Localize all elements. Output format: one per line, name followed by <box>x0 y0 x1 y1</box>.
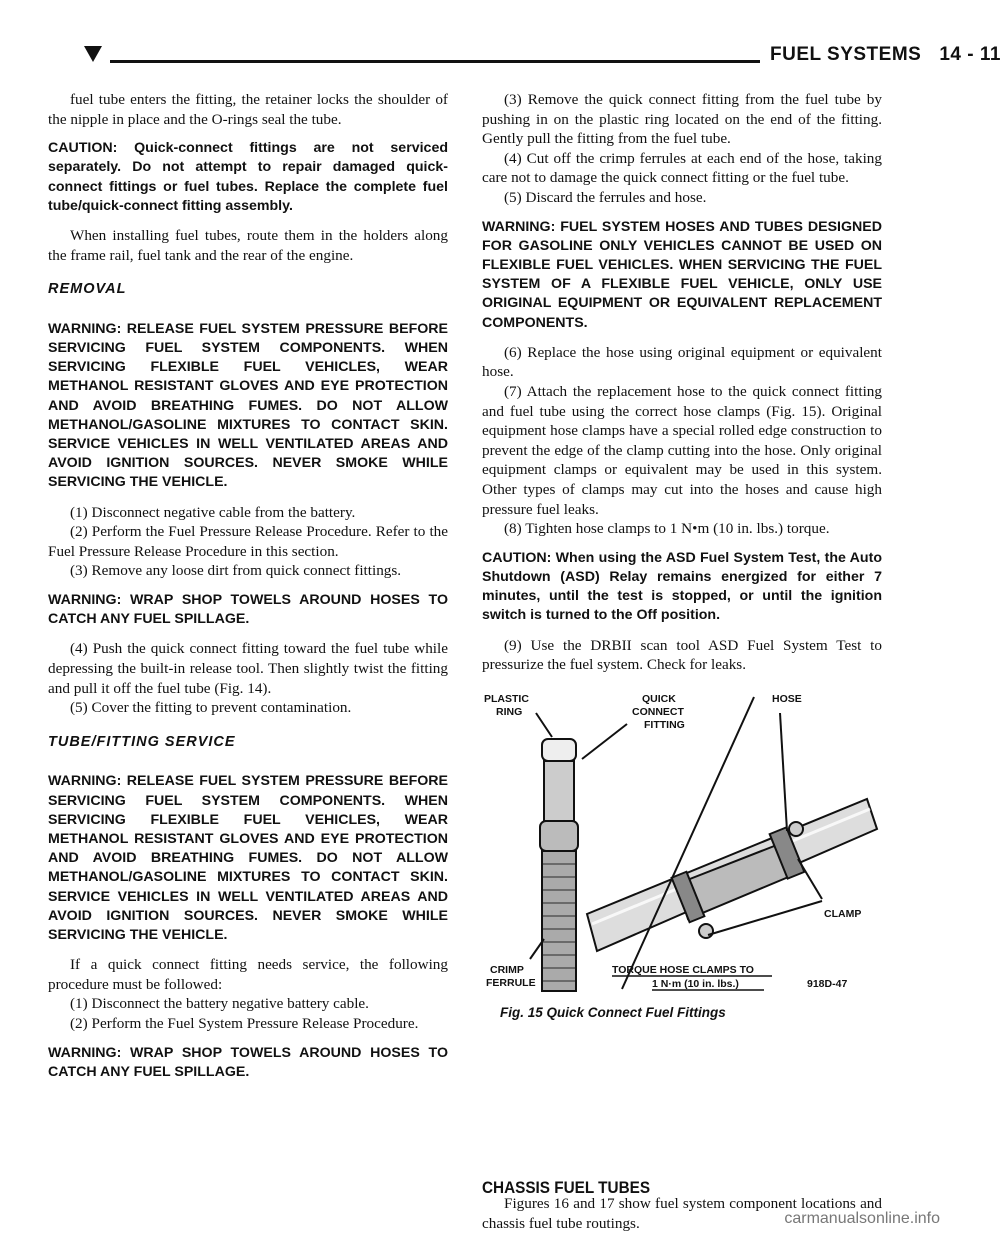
body-paragraph: (5) Discard the ferrules and hose. <box>504 188 707 206</box>
body-paragraph: (3) Remove the quick connect fitting from the fuel tube by pushing in on the plastic ring located on the end of the fitting. Gently pull the fitting from the fuel tube. <box>482 91 882 148</box>
page-header <box>770 44 1001 66</box>
label-clamp: CLAMP <box>824 907 862 920</box>
spacer <box>482 333 882 343</box>
body-paragraph: (4) Cut off the crimp ferrules at each end of the hose, taking care not to damage the quick connect fitting or the fuel tube. <box>482 149 882 187</box>
label-crimp-2: FERRULE <box>486 976 536 989</box>
spacer <box>48 581 448 591</box>
body-paragraph: (8) Tighten hose clamps to 1 N•m (10 in. lbs.) torque. <box>504 520 830 538</box>
label-plastic-ring-1: PLASTIC <box>484 692 529 705</box>
label-plastic-ring-2: RING <box>496 705 523 718</box>
warning-paragraph: CAUTION: When using the ASD Fuel System Test, the Auto Shutdown (ASD) Relay remains energized for either 7 minutes, until the test is stopped, or until the ignition switch is turned to the Off position. <box>482 549 882 624</box>
body-paragraph: (7) Attach the replacement hose to the quick connect fitting and fuel tube using the correct hose clamps (Fig. 15). Original equipment hose clamps have a special rolled edge construction to prevent the edge of the clamp cutting into the hose. Only original equipment clamps or equivalent may be used in this system. Other types of clamps may cut into the hoses and cause high pressure fuel leaks. <box>482 382 882 518</box>
body-paragraph: When installing fuel tubes, route them in the holders along the frame rail, fuel tank and the rear of the engine. <box>48 227 448 264</box>
section-title: FUEL SYSTEMS <box>770 44 922 65</box>
label-figure-code: 918D-47 <box>807 977 848 990</box>
spacer <box>482 539 882 549</box>
spacer <box>48 300 448 310</box>
clamp-screw-shape <box>789 822 803 836</box>
body-paragraph: (2) Perform the Fuel Pressure Release Procedure. Refer to the Fuel Pressure Release Procedure in this section. <box>48 523 448 560</box>
spacer <box>48 762 448 772</box>
section-heading: TUBE/FITTING SERVICE <box>48 733 236 750</box>
spacer <box>48 1034 448 1044</box>
spacer <box>482 208 882 218</box>
clamp-screw-shape-2 <box>699 924 713 938</box>
spacer <box>48 493 448 503</box>
label-hose: HOSE <box>772 692 802 705</box>
figure-caption: Fig. 15 Quick Connect Fuel Fittings <box>500 1004 726 1020</box>
fitting-illustration <box>482 689 882 999</box>
label-torque-2: 1 N·m (10 in. lbs.) <box>652 977 739 990</box>
plastic-ring-shape <box>542 739 576 761</box>
warning-paragraph: CAUTION: Quick-connect fittings are not serviced separately. Do not attempt to repair damaged quick-connect fittings or fuel tubes. Replace the complete fuel tube/quick-connect fitting assembly. <box>48 140 448 214</box>
spacer <box>48 752 448 762</box>
section-heading: REMOVAL <box>48 281 127 298</box>
spacer <box>48 129 448 139</box>
body-paragraph: (1) Disconnect negative cable from the battery. <box>70 503 356 521</box>
warning-paragraph: WARNING: WRAP SHOP TOWELS AROUND HOSES TO CATCH ANY FUEL SPILLAGE. <box>48 591 448 628</box>
chassis-heading: CHASSIS FUEL TUBES <box>482 1178 651 1197</box>
right-column <box>482 90 882 1022</box>
header-rule <box>110 60 760 63</box>
spacer <box>48 629 448 639</box>
spacer <box>48 1082 448 1092</box>
fitting-collar-shape <box>540 821 578 851</box>
spacer <box>48 216 448 226</box>
body-paragraph: fuel tube enters the fitting, the retainer locks the shoulder of the nipple in place and the O-rings seal the tube. <box>48 91 448 128</box>
watermark: carmanualsonline.info <box>784 1210 940 1227</box>
spacer <box>482 626 882 636</box>
warning-paragraph: WARNING: WRAP SHOP TOWELS AROUND HOSES TO CATCH ANY FUEL SPILLAGE. <box>48 1044 448 1080</box>
left-column <box>48 90 448 1092</box>
fitting-body-shape <box>544 761 574 821</box>
triangle-marker-icon <box>84 46 102 62</box>
label-quick-3: FITTING <box>644 718 685 731</box>
body-paragraph: (5) Cover the fitting to prevent contamination. <box>70 699 352 717</box>
spacer <box>48 945 448 955</box>
label-crimp-1: CRIMP <box>490 963 524 976</box>
warning-paragraph: WARNING: RELEASE FUEL SYSTEM PRESSURE BEFORE SERVICING FUEL SYSTEM COMPONENTS. WHEN SERVICING FLEXIBLE FUEL VEHICLES, WEAR METHANOL RESISTANT GLOVES AND EYE PROTECTION AND AVOID BREATHING FUMES. DO NOT ALLOW METHANOL/GASOLINE MIXTURES TO CONTACT SKIN. SERVICE VEHICLES IN WELL VENTILATED AREAS AND AVOID IGNITION SOURCES. NEVER SMOKE WHILE SERVICING THE VEHICLE. <box>48 773 448 943</box>
body-paragraph: (9) Use the DRBII scan tool ASD Fuel System Test to pressurize the fuel system. Check for leaks. <box>482 636 882 674</box>
body-paragraph: (2) Perform the Fuel System Pressure Release Procedure. <box>70 1014 419 1032</box>
warning-paragraph: WARNING: FUEL SYSTEM HOSES AND TUBES DESIGNED FOR GASOLINE ONLY VEHICLES CANNOT BE USED ON FLEXIBLE FUEL VEHICLES. WHEN SERVICING THE FUEL SYSTEM OF A FLEXIBLE FUEL VEHICLE, ONLY USE ORIGINAL EQUIPMENT OR EQUIVALENT REPLACEMENT COMPONENTS. <box>482 218 882 331</box>
spacer <box>48 265 448 280</box>
label-quick-1: QUICK <box>642 692 676 705</box>
quick-connect-fitting-figure <box>482 689 882 999</box>
spacer <box>48 718 448 733</box>
spacer <box>48 310 448 320</box>
body-paragraph: (1) Disconnect the battery negative battery cable. <box>70 995 369 1013</box>
body-paragraph: (3) Remove any loose dirt from quick connect fittings. <box>70 562 402 580</box>
chassis-paragraph: Figures 16 and 17 show fuel system component locations and chassis fuel tube routings. <box>482 1195 882 1232</box>
warning-paragraph: WARNING: RELEASE FUEL SYSTEM PRESSURE BEFORE SERVICING FUEL SYSTEM COMPONENTS. WHEN SERVICING FLEXIBLE FUEL VEHICLES, WEAR METHANOL RESISTANT GLOVES AND EYE PROTECTION AND AVOID BREATHING FUMES. DO NOT ALLOW METHANOL/GASOLINE MIXTURES TO CONTACT SKIN. SERVICE VEHICLES IN WELL VENTILATED AREAS AND AVOID IGNITION SOURCES. NEVER SMOKE WHILE SERVICING THE VEHICLE. <box>48 320 448 491</box>
right-column-text <box>482 90 882 675</box>
body-paragraph: (4) Push the quick connect fitting toward the fuel tube while depressing the built-in release tool. Then slightly twist the fitting and pull it off the fuel tube (Fig. 14). <box>48 640 448 697</box>
body-paragraph: (6) Replace the hose using original equipment or equivalent hose. <box>482 343 882 381</box>
crimp-ferrule-shape <box>542 851 576 991</box>
body-paragraph: If a quick connect fitting needs service, the following procedure must be followed: <box>48 956 448 993</box>
page-number: 14 - 11 <box>939 44 1001 65</box>
label-torque-1: TORQUE HOSE CLAMPS TO <box>612 963 754 976</box>
label-quick-2: CONNECT <box>632 705 684 718</box>
